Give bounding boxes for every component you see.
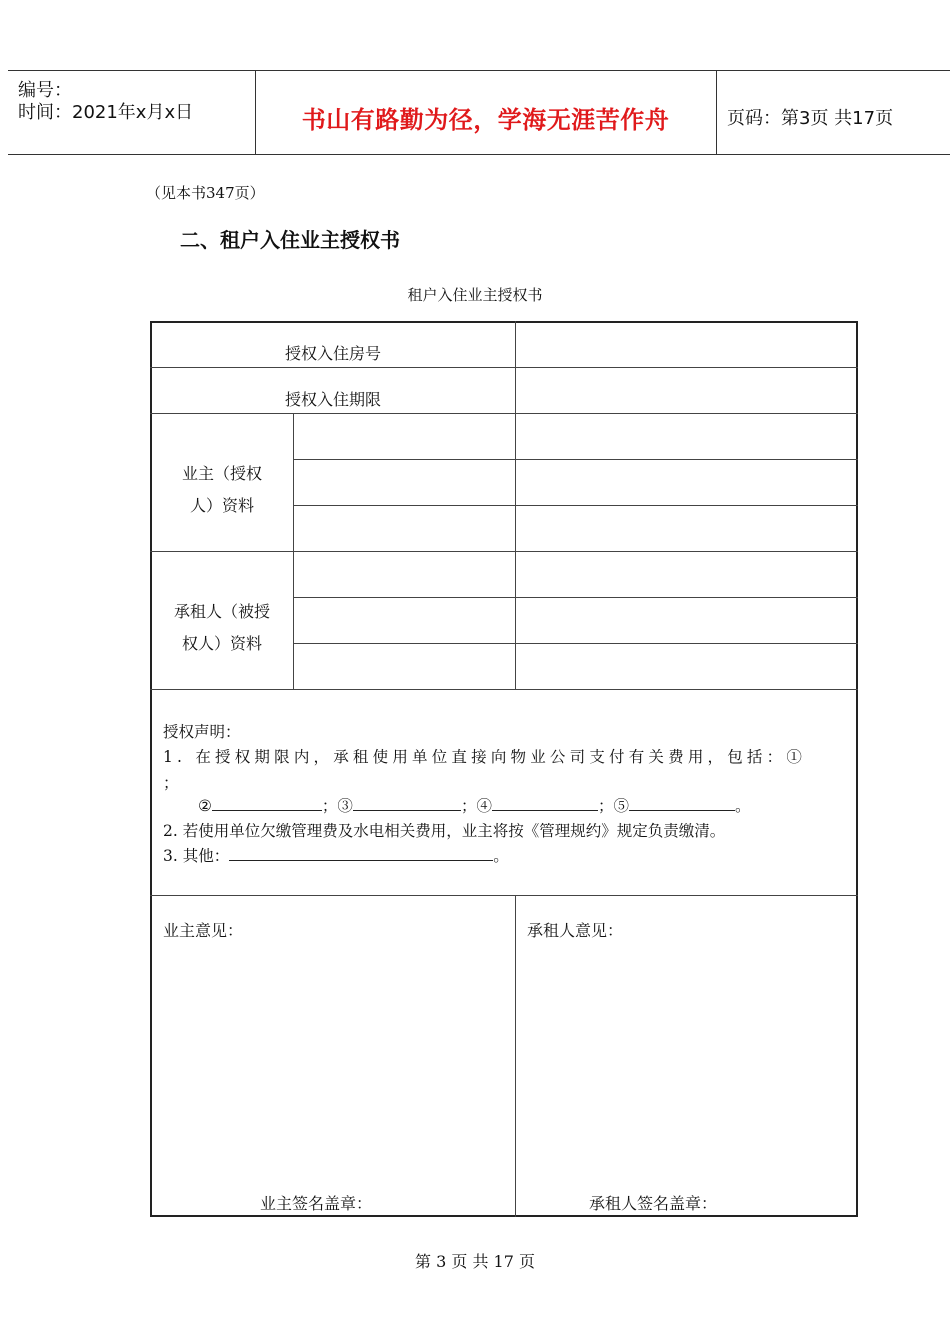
- tenant-info-label-line: 承租人（被授: [173, 602, 270, 621]
- statement-3-label: 3. 其他：: [163, 847, 230, 865]
- form-title: 租户入住业主授权书: [407, 286, 543, 304]
- header-motto: 书山有路勤为径，学海无涯苦作舟: [301, 106, 670, 134]
- statement-3: [163, 844, 509, 866]
- statement-1: 1. 在授权期限内，承租使用单位直接向物业公司支付有关费用，包括：①: [163, 748, 807, 766]
- owner-info-field[interactable]: [294, 460, 856, 505]
- table-rule: [150, 895, 858, 896]
- tenant-opinion-label: 承租人意见：: [527, 921, 624, 940]
- other-blank[interactable]: [229, 846, 493, 861]
- section-heading: 二、租户入住业主授权书: [180, 228, 400, 252]
- header-divider: [716, 70, 717, 155]
- tenant-info-field[interactable]: [294, 598, 856, 643]
- statement-title: 授权声明：: [163, 723, 241, 741]
- owner-info-label: [151, 458, 293, 522]
- page-footer: 第 3 页 共 17 页: [415, 1252, 535, 1271]
- fee-item-blank[interactable]: [212, 796, 322, 811]
- fee-item-blank[interactable]: [492, 796, 598, 811]
- header-page-counter: 页码：第3页 共17页: [727, 108, 894, 129]
- room-number-label: 授权入住房号: [284, 344, 381, 363]
- period-label: 授权入住期限: [284, 390, 381, 409]
- fee-item-marker: ⑤: [613, 797, 629, 815]
- fee-item-marker: ④: [476, 797, 492, 815]
- document-number-label: 编号：: [18, 80, 72, 101]
- separator: ；: [321, 797, 338, 815]
- fee-items-line: [198, 794, 751, 816]
- separator: ；: [460, 797, 477, 815]
- owner-opinion-area[interactable]: [152, 940, 514, 1180]
- owner-info-field[interactable]: [294, 506, 856, 551]
- owner-info-label-line: 人）资料: [189, 496, 254, 515]
- fee-item-blank[interactable]: [353, 796, 461, 811]
- statement-2: 2. 若使用单位欠缴管理费及水电相关费用，业主将按《管理规约》规定负责缴清。: [163, 822, 726, 840]
- owner-opinion-label: 业主意见：: [163, 921, 244, 940]
- table-rule: [150, 689, 858, 690]
- tenant-opinion-area[interactable]: [516, 940, 856, 1180]
- fee-item-marker: ②: [198, 797, 212, 815]
- header-top-rule: [8, 70, 950, 71]
- tenant-info-field[interactable]: [294, 552, 856, 597]
- period-mark: 。: [493, 847, 509, 865]
- period-field[interactable]: [516, 368, 856, 413]
- owner-info-field[interactable]: [294, 414, 856, 459]
- tenant-info-label-line: 权人）资料: [181, 634, 262, 653]
- book-reference: （见本书347页）: [146, 184, 265, 202]
- room-number-field[interactable]: [516, 322, 856, 367]
- fee-item-blank[interactable]: [629, 796, 735, 811]
- separator: ；: [597, 797, 614, 815]
- header-bottom-rule: [8, 154, 950, 155]
- document-time-label: 时间：2021年x月x日: [18, 102, 194, 123]
- tenant-info-field[interactable]: [294, 644, 856, 689]
- tenant-signature-label: 承租人签名盖章：: [589, 1194, 718, 1213]
- owner-info-label-line: 业主（授权: [181, 464, 262, 483]
- owner-signature-label: 业主签名盖章：: [260, 1194, 373, 1213]
- period-mark: 。: [735, 797, 751, 815]
- statement-1-semicolon: ；: [163, 774, 179, 792]
- fee-item-marker: ③: [337, 797, 353, 815]
- tenant-info-label: [151, 596, 293, 660]
